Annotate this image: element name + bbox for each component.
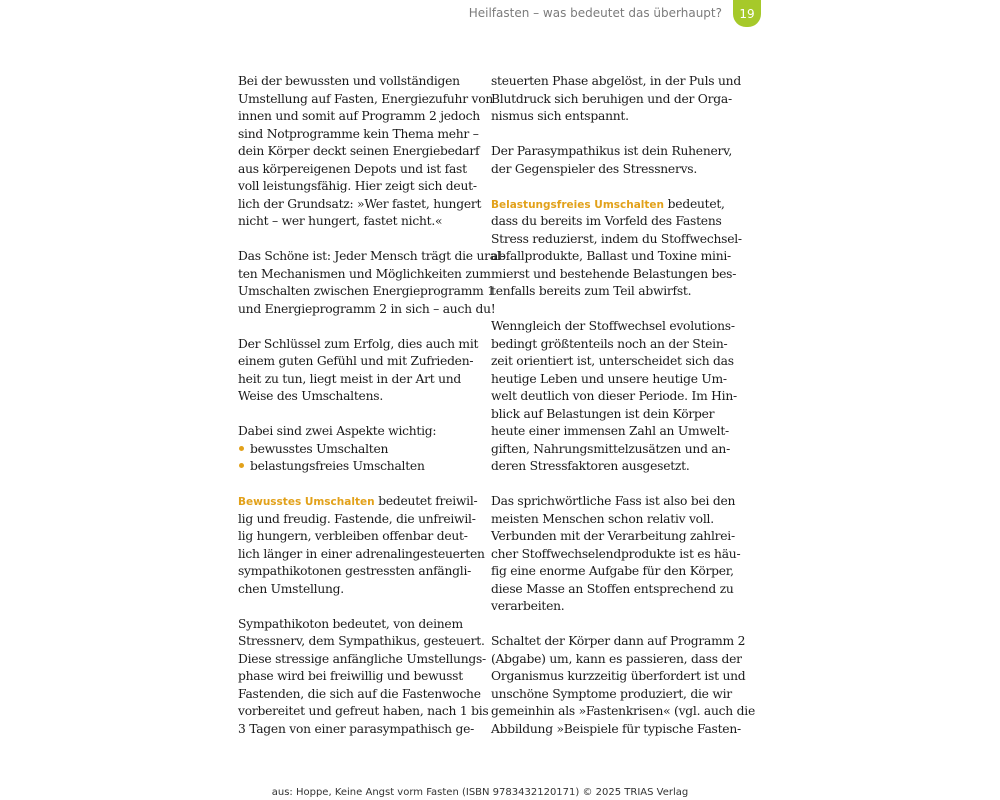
text-line: Fastenden, die sich auf die Fastenwoche <box>238 686 481 701</box>
text-line: einem guten Gefühl und mit Zufrieden- <box>238 354 474 368</box>
paragraph <box>491 196 742 301</box>
text-line: Umschalten zwischen Energieprogramm 1 <box>238 284 495 298</box>
text-line: 3 Tagen von einer parasympathisch ge- <box>238 721 475 736</box>
paragraph <box>238 616 489 739</box>
text-line: Der Schlüssel zum Erfolg, dies auch mit <box>238 336 479 351</box>
text-line: Das sprichwörtliche Fass ist also bei den <box>491 494 736 508</box>
paragraph <box>491 493 741 616</box>
bullet-dot-icon <box>239 463 244 468</box>
text-line: Verbunden mit der Verarbeitung zahlrei- <box>491 529 735 543</box>
text-line: voll leistungsfähig. Hier zeigt sich deut- <box>238 179 477 193</box>
aspects-list-block <box>238 423 474 476</box>
paragraph-lines <box>238 511 485 599</box>
text-line: nicht – wer hungert, fastet nicht.« <box>238 214 443 228</box>
text-line: phase wird bei freiwillig und bewusst <box>238 669 463 683</box>
text-line: zeit orientiert ist, unterscheidet sich das <box>491 354 734 368</box>
text-line: Stress reduzierst, indem du Stoffwechsel- <box>491 231 742 246</box>
text-span: bedeutet freiwil- <box>374 494 478 508</box>
list-item-text: bewusstes Umschalten <box>250 441 389 456</box>
text-line: unschöne Symptome produziert, die wir <box>491 686 732 701</box>
text-line: lig hungern, verbleiben offenbar deut- <box>238 529 468 543</box>
right-text-column <box>491 73 755 756</box>
text-line: Stressnerv, dem Sympathikus, gesteuert. <box>238 634 485 648</box>
text-line: chen Umstellung. <box>238 581 344 596</box>
text-line: dein Körper deckt seinen Energiebedarf <box>238 144 480 158</box>
paragraph-lines <box>491 213 742 301</box>
text-line: meisten Menschen schon relativ voll. <box>491 511 714 526</box>
text-line: Blutdruck sich beruhigen und der Orga- <box>491 91 732 106</box>
paragraph <box>238 248 505 318</box>
running-header-title: Heilfasten – was bedeutet das überhaupt? <box>468 6 722 20</box>
text-line: steuerten Phase abgelöst, in der Puls und <box>491 74 741 88</box>
text-line: Abbildung »Beispiele für typische Fasten- <box>491 721 741 736</box>
text-line: giften, Nahrungsmittelzusätzen und an- <box>491 441 731 456</box>
text-line: Sympathikoton bedeutet, von deinem <box>238 616 463 631</box>
text-line: heute einer immensen Zahl an Umwelt- <box>491 424 729 438</box>
text-line: heutige Leben und unsere heutige Um- <box>491 371 727 386</box>
text-line: Weise des Umschaltens. <box>238 389 383 403</box>
text-line: gemeinhin als »Fastenkrisen« (vgl. auch die <box>491 704 755 718</box>
text-line: blick auf Belastungen ist dein Körper <box>491 406 715 421</box>
list-item-text: belastungsfreies Umschalten <box>250 459 425 473</box>
text-line: Bei der bewussten und vollständigen <box>238 74 460 88</box>
text-line: aus körpereigenen Depots und ist fast <box>238 161 467 176</box>
text-line: deren Stressfaktoren ausgesetzt. <box>491 459 690 473</box>
text-line: fig eine enorme Aufgabe für den Körper, <box>491 564 734 578</box>
text-line: Umstellung auf Fasten, Energiezufuhr von <box>238 91 494 106</box>
text-line <box>238 493 478 511</box>
paragraph <box>238 336 479 406</box>
text-line: und Energieprogramm 2 in sich – auch du! <box>238 301 496 316</box>
text-line: lich länger in einer adrenalingesteuerten <box>238 546 485 561</box>
copyright-footer: aus: Hoppe, Keine Angst vorm Fasten (ISBN 9783432120171) © 2025 TRIAS Verlag <box>271 787 689 798</box>
paragraph <box>491 318 737 476</box>
list-item <box>238 458 474 476</box>
text-line: innen und somit auf Programm 2 jedoch <box>238 109 480 123</box>
page-number: 19 <box>739 6 755 21</box>
text-line: Diese stressige anfängliche Umstellungs- <box>238 651 486 666</box>
list-item <box>238 441 474 459</box>
text-line: nismus sich entspannt. <box>491 109 629 123</box>
text-line <box>491 196 727 214</box>
text-line: Der Parasympathikus ist dein Ruhenerv, <box>491 144 733 158</box>
text-line: sind Notprogramme kein Thema mehr – <box>238 126 479 141</box>
page-number-badge <box>733 0 761 27</box>
text-line: diese Masse an Stoffen entsprechend zu <box>491 581 734 596</box>
text-line: sympathikotonen gestressten anfängli- <box>238 564 472 578</box>
text-line: cher Stoffwechselendprodukte ist es häu- <box>491 546 741 561</box>
text-line: lich der Grundsatz: »Wer fastet, hungert <box>238 196 482 211</box>
text-line: lig und freudig. Fastende, die unfreiwil- <box>238 511 476 526</box>
text-line: abfallprodukte, Ballast und Toxine mini- <box>491 249 731 263</box>
paragraph <box>491 73 741 126</box>
list-intro: Dabei sind zwei Aspekte wichtig: <box>238 424 437 438</box>
paragraph <box>238 493 485 598</box>
text-line: tenfalls bereits zum Teil abwirfst. <box>491 284 692 298</box>
text-line: welt deutlich von dieser Periode. Im Hin- <box>491 389 737 403</box>
bullet-dot-icon <box>239 446 244 451</box>
text-line: verarbeiten. <box>491 599 565 613</box>
highlight-term: Belastungsfreies Umschalten <box>491 198 665 211</box>
text-line: vorbereitet und gefreut haben, nach 1 bis <box>238 704 489 718</box>
text-line: mierst und bestehende Belastungen bes- <box>491 266 737 281</box>
paragraph <box>238 73 494 231</box>
text-line: heit zu tun, liegt meist in der Art und <box>238 371 462 386</box>
text-line: (Abgabe) um, kann es passieren, dass der <box>491 651 742 666</box>
paragraph <box>491 633 755 738</box>
text-line: der Gegenspieler des Stressnervs. <box>491 161 697 176</box>
text-line: bedingt größtenteils noch an der Stein- <box>491 336 728 351</box>
text-line: Schaltet der Körper dann auf Programm 2 <box>491 634 746 648</box>
paragraph <box>491 143 733 178</box>
text-line: Wenngleich der Stoffwechsel evolutions- <box>491 319 735 333</box>
text-span: bedeutet, <box>664 196 725 211</box>
left-text-column <box>238 73 505 756</box>
highlight-term: Bewusstes Umschalten <box>238 496 375 508</box>
text-line: ten Mechanismen und Möglichkeiten zum <box>238 266 491 281</box>
text-line: dass du bereits im Vorfeld des Fastens <box>491 214 722 228</box>
text-line: Das Schöne ist: Jeder Mensch trägt die ural- <box>238 249 505 263</box>
text-line: Organismus kurzzeitig überfordert ist und <box>491 669 746 683</box>
